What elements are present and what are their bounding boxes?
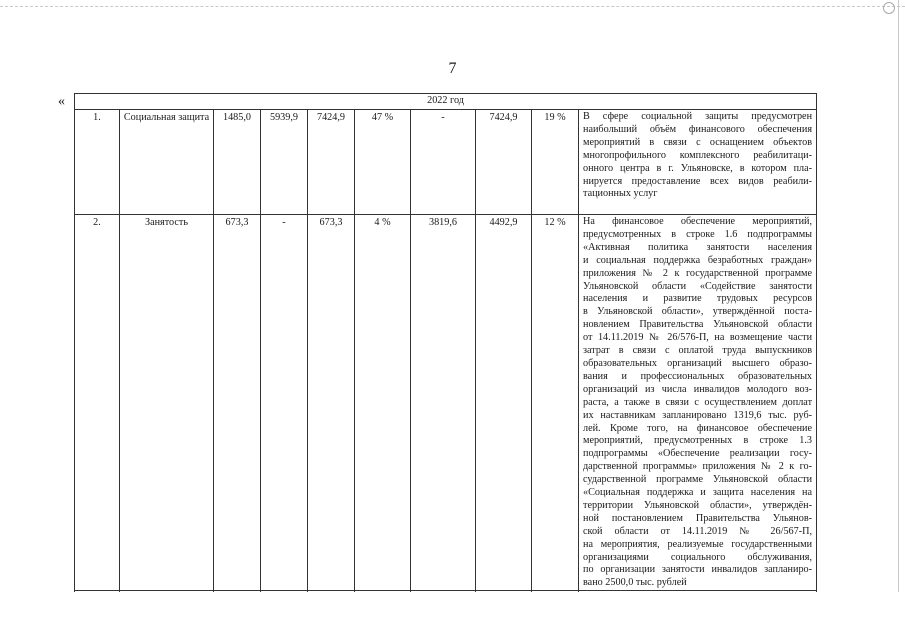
description-line: В сфере социальной защиты предусмотрен: [583, 111, 813, 122]
page-lower-margin: [0, 592, 905, 640]
description-line: территории Ульяновской области», утверждён-: [583, 499, 813, 511]
table-row: [75, 215, 817, 591]
description-line: по организации занятости инвалидов запланиро-: [583, 564, 813, 576]
cell-value-5: 3819,6: [411, 215, 476, 591]
year-header: 2022 год: [75, 94, 817, 110]
row-number: 1.: [75, 110, 120, 215]
description-line: от 14.11.2019 № 26/576-П, на возмещение части: [583, 332, 813, 344]
cell-value-3: 7424,9: [308, 110, 355, 215]
description-line: нируется предоставление всех видов реабили-: [583, 175, 813, 187]
description-line: На финансовое обеспечение мероприятий,: [583, 216, 813, 227]
opening-quote-mark: «: [58, 94, 65, 109]
cell-value-6: 4492,9: [476, 215, 532, 591]
description-line: на мероприятия, реализуемые государственными: [583, 538, 813, 550]
cell-percent-1: 47 %: [355, 110, 411, 215]
description-line: населения и развитие трудовых ресурсов: [583, 293, 813, 305]
row-section-name: Социальная защита: [120, 110, 214, 215]
description-line: ской области от 14.11.2019 № 26/567-П,: [583, 525, 813, 537]
description-line: в Ульяновской области», утверждённой поста-: [583, 306, 813, 318]
cell-value-1: 673,3: [214, 215, 261, 591]
cell-value-2: 5939,9: [261, 110, 308, 215]
description-line: вания и профессиональных образовательных: [583, 370, 813, 382]
description-line: Ульяновской области «Содействие занятости: [583, 280, 813, 292]
description-line: многопрофильного комплексного реабилитаци-: [583, 149, 813, 161]
description-line: лей. Кроме того, на финансовое обеспечение: [583, 422, 813, 434]
description-line: их наставникам запланировано 1319,6 тыс. руб-: [583, 409, 813, 421]
row-description: [579, 110, 817, 215]
description-line: мероприятий в связи с оснащением объектов: [583, 136, 813, 148]
cell-percent-2: 19 %: [532, 110, 579, 215]
description-line: онного центра в г. Ульяновске, в котором пла-: [583, 162, 813, 174]
table-row: [75, 110, 817, 215]
description-line: тационных услуг: [583, 188, 658, 200]
scan-mark-icon: [883, 2, 895, 14]
page-number: 7: [448, 60, 457, 77]
description-line: раста, а также в связи с осуществлением доплат: [583, 396, 813, 408]
description-line: и социальная поддержка безработных граждан»: [583, 254, 813, 266]
description-line: мероприятий, предусмотренных в строке 1.3: [583, 435, 813, 447]
row-description: [579, 215, 817, 591]
financing-table: [74, 93, 817, 628]
description-line: организациями социального обслуживания,: [583, 551, 813, 563]
description-line: «Социальная поддержка и защита населения на: [583, 487, 813, 499]
description-line: затрат в связи с оплатой труда выпускников: [583, 345, 813, 357]
cell-value-2: -: [261, 215, 308, 591]
cell-value-6: 7424,9: [476, 110, 532, 215]
cell-percent-2: 12 %: [532, 215, 579, 591]
description-line: ной постановлением Правительства Ульянов-: [583, 512, 813, 524]
description-line: вано 2500,0 тыс. рублей: [583, 577, 687, 589]
year-header-row: [75, 94, 817, 110]
description-line: образовательных организаций высшего образо-: [583, 357, 813, 369]
description-line: сударственной программе Ульяновской области: [583, 474, 813, 486]
description-line: приложения № 2 к государственной программе: [583, 267, 813, 279]
row-section-name: Занятость: [120, 215, 214, 591]
cell-percent-1: 4 %: [355, 215, 411, 591]
cell-value-3: 673,3: [308, 215, 355, 591]
description-line: «Активная политика занятости населения: [583, 241, 813, 253]
page-edge-top: [0, 6, 905, 7]
description-line: организаций из числа инвалидов молодого воз-: [583, 383, 813, 395]
description-line: новлением Правительства Ульяновской области: [583, 319, 813, 331]
description-line: дарственной программы» приложения № 2 к го-: [583, 461, 813, 473]
description-line: подпрограммы «Обеспечение реализации госу-: [583, 448, 813, 460]
row-number: 2.: [75, 215, 120, 591]
cell-value-1: 1485,0: [214, 110, 261, 215]
cell-value-5: -: [411, 110, 476, 215]
page-edge-right: [898, 0, 899, 640]
description-line: предусмотренных в строке 1.6 подпрограммы: [583, 228, 813, 240]
description-line: наибольший объём финансового обеспечения: [583, 123, 813, 135]
